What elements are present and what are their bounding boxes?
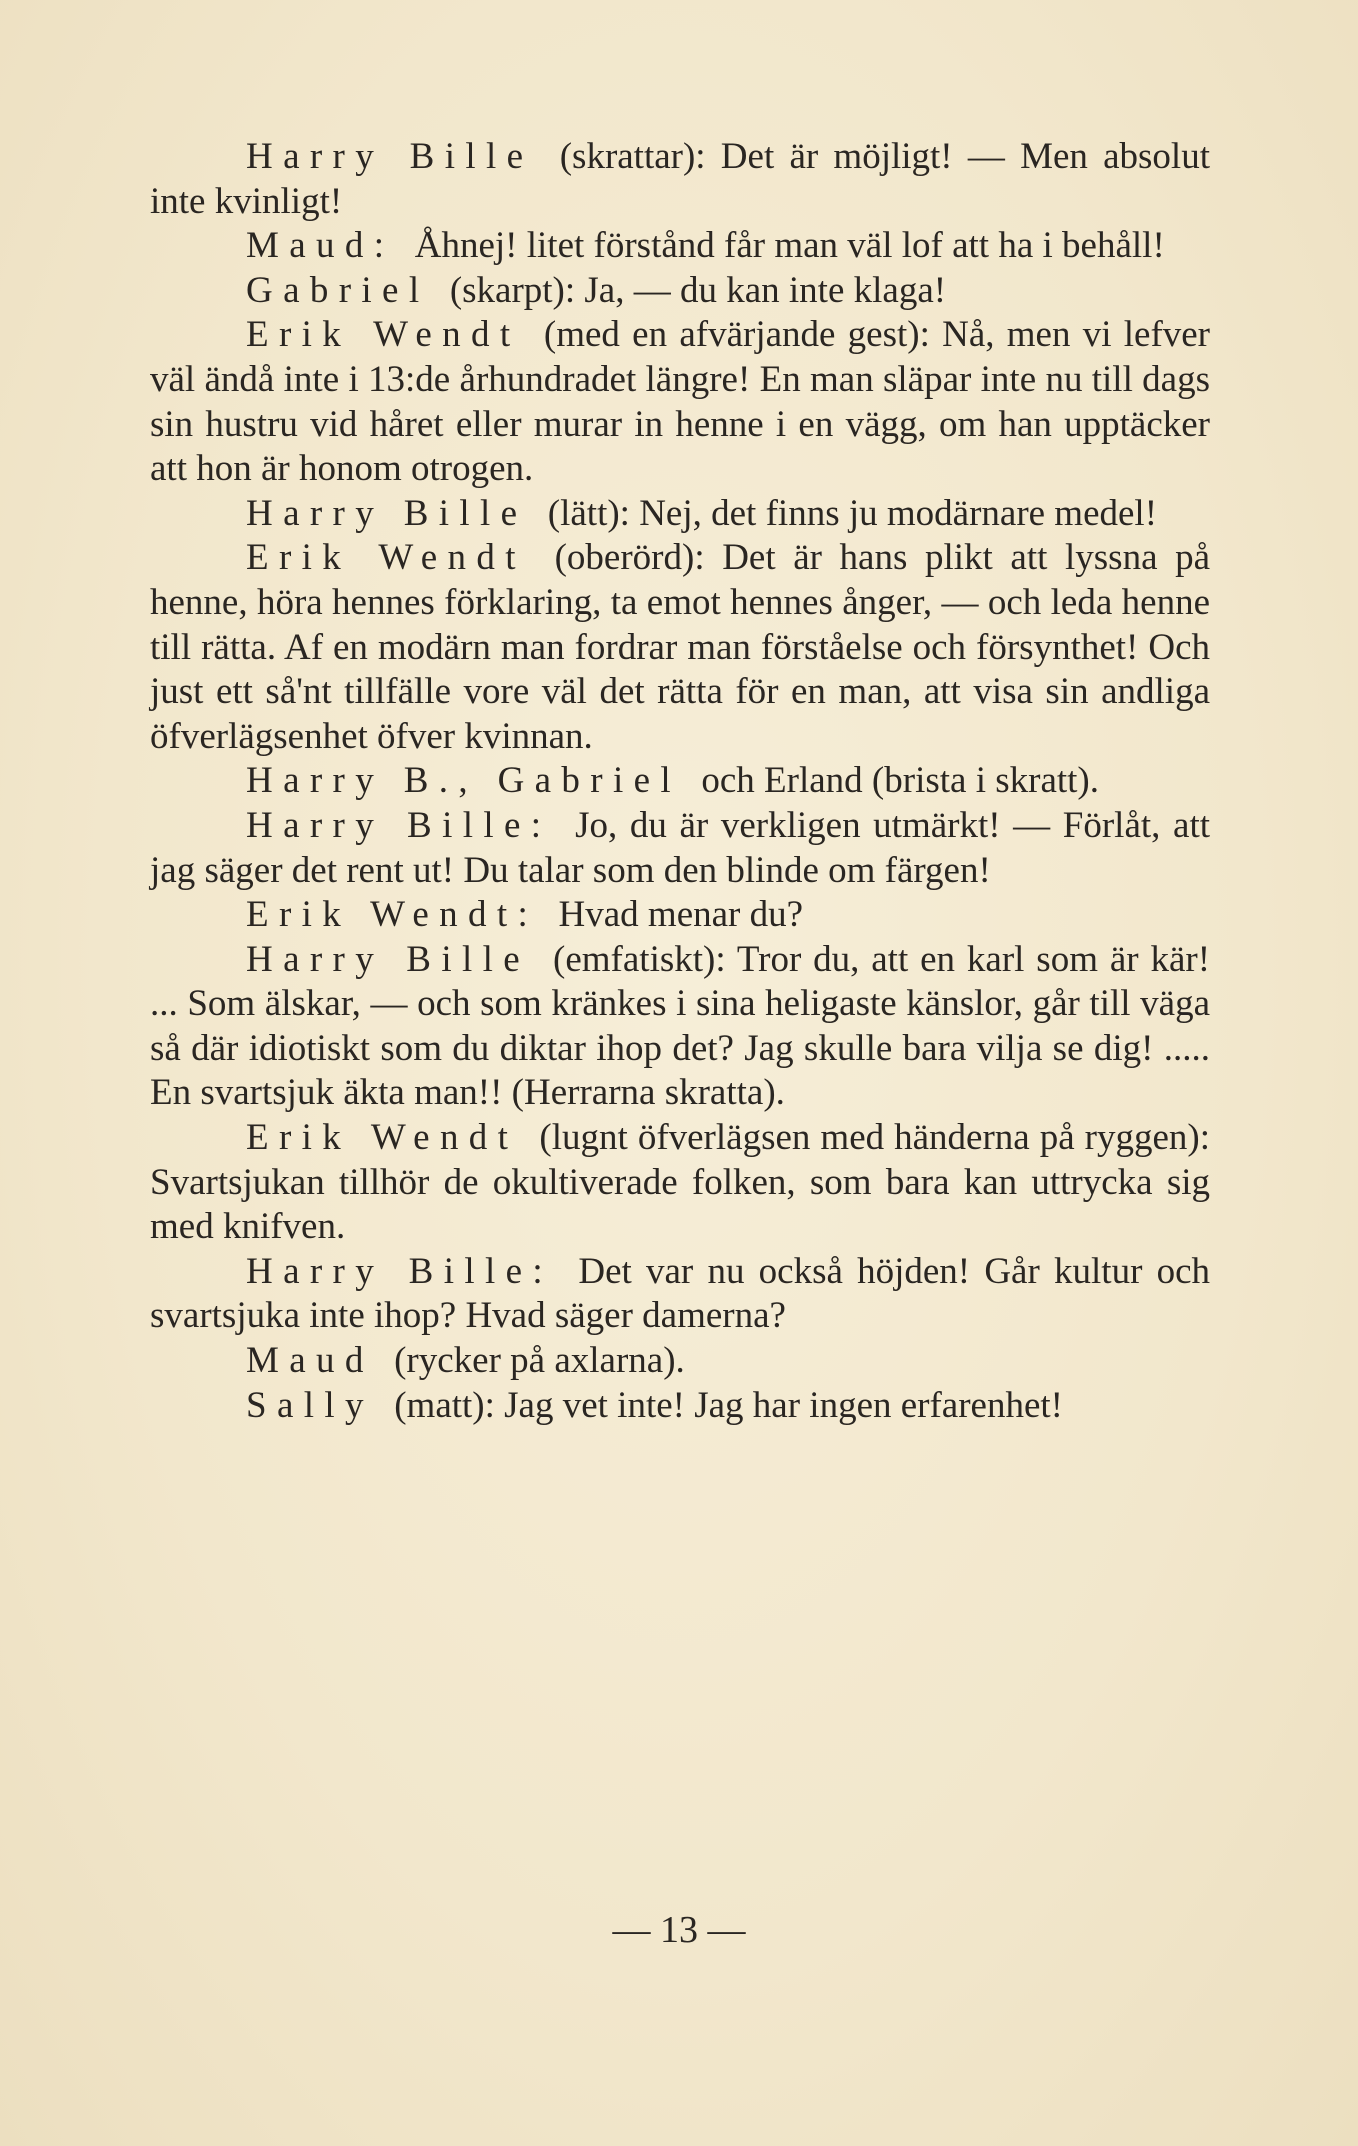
dialogue-line: (med en afvärjande gest): Nå, men vi lefver väl ändå inte i 13:de århundradet längre! En man släpar inte nu till dags sin hustru vid håret eller murar in henne i en vägg, om han upptäcker att hon är honom otrogen. xyxy=(150,314,1211,490)
dialogue-paragraph xyxy=(150,893,1210,938)
speaker-name: Harry Bille xyxy=(246,492,528,534)
dialogue-paragraph xyxy=(150,759,1210,804)
speaker-name: Erik Wendt xyxy=(246,314,521,356)
dialogue-line: Det var nu också höjden! Går kultur och svartsjuka inte ihop? Hvad säger damerna? xyxy=(150,1250,1211,1337)
dialogue-paragraph xyxy=(150,1250,1210,1339)
dialogue-line: (matt): Jag vet inte! Jag har ingen erfarenhet! xyxy=(394,1384,1064,1426)
dialogue-line: (lugnt öfverlägsen med händerna på ryggen): Svartsjukan tillhör de okultiverade folken, som bara kan uttrycka sig med knifven. xyxy=(150,1117,1211,1248)
speaker-name: Maud: xyxy=(246,225,395,267)
dialogue-paragraph xyxy=(150,1384,1210,1429)
dialogue-line: Hvad menar du? xyxy=(558,894,804,936)
dialogue-line: (lätt): Nej, det finns ju modärnare medel! xyxy=(547,492,1158,534)
speaker-name: Maud xyxy=(246,1340,374,1382)
speaker-name: Sally xyxy=(246,1384,374,1426)
dialogue-line: och Erland (brista i skratt). xyxy=(701,760,1099,802)
dialogue-paragraph xyxy=(150,313,1210,491)
dialogue-paragraph xyxy=(150,492,1210,537)
dialogue-line: Åhnej! litet förstånd får man väl lof att ha i behåll! xyxy=(414,225,1165,267)
dialogue-line: (rycker på axlarna). xyxy=(394,1340,685,1382)
dialogue-paragraph xyxy=(150,536,1210,759)
dialogue-paragraph xyxy=(150,269,1210,314)
dialogue-paragraph xyxy=(150,224,1210,269)
dialogue-paragraph xyxy=(150,135,1210,224)
speaker-name: Erik Wendt: xyxy=(246,894,539,936)
speaker-name: Gabriel xyxy=(246,269,430,311)
dialogue-paragraph xyxy=(150,1339,1210,1384)
dialogue-paragraph xyxy=(150,1116,1210,1250)
speaker-name: Harry Bille: xyxy=(246,1250,554,1292)
speaker-name: Erik Wendt xyxy=(246,537,526,579)
speaker-name: Erik Wendt xyxy=(246,1117,519,1159)
speaker-name: Harry Bille xyxy=(246,938,531,980)
dialogue-line: (skarpt): Ja, — du kan inte klaga! xyxy=(449,269,947,311)
dialogue-paragraph xyxy=(150,804,1210,893)
page-number: — 13 — xyxy=(612,1909,746,1951)
dialogue-text xyxy=(150,135,1210,1428)
dialogue-line: Jo, du är verkligen utmärkt! — Förlåt, att jag säger det rent ut! Du talar som den blinde om färgen! xyxy=(150,804,1211,891)
dialogue-line: (emfatiskt): Tror du, att en karl som är kär! ... Som älskar, — och som kränkes i sina heligaste känslor, går till väga så där idiotiskt som du diktar ihop det? Jag skulle bara vilja se dig! ..... En svartsjuk äkta man!! (Herrarna skratta). xyxy=(150,938,1211,1114)
speaker-name: Harry Bille xyxy=(246,136,534,177)
speaker-name: Harry Bille: xyxy=(246,804,552,846)
dialogue-line: (oberörd): Det är hans plikt att lyssna på henne, höra hennes förklaring, ta emot hennes ånger, — och leda henne till rätta. Af en modärn man fordrar man förståelse och försynthet! Och just ett så'nt tillfälle vore väl det rätta för en man, att visa sin andliga öfverlägsenhet öfver kvinnan. xyxy=(150,537,1211,757)
dialogue-line: (skrattar): Det är möjligt! — Men absolut inte kvinligt! xyxy=(150,136,1210,222)
dialogue-paragraph xyxy=(150,938,1210,1116)
speaker-name: Harry B., Gabriel xyxy=(246,760,682,802)
